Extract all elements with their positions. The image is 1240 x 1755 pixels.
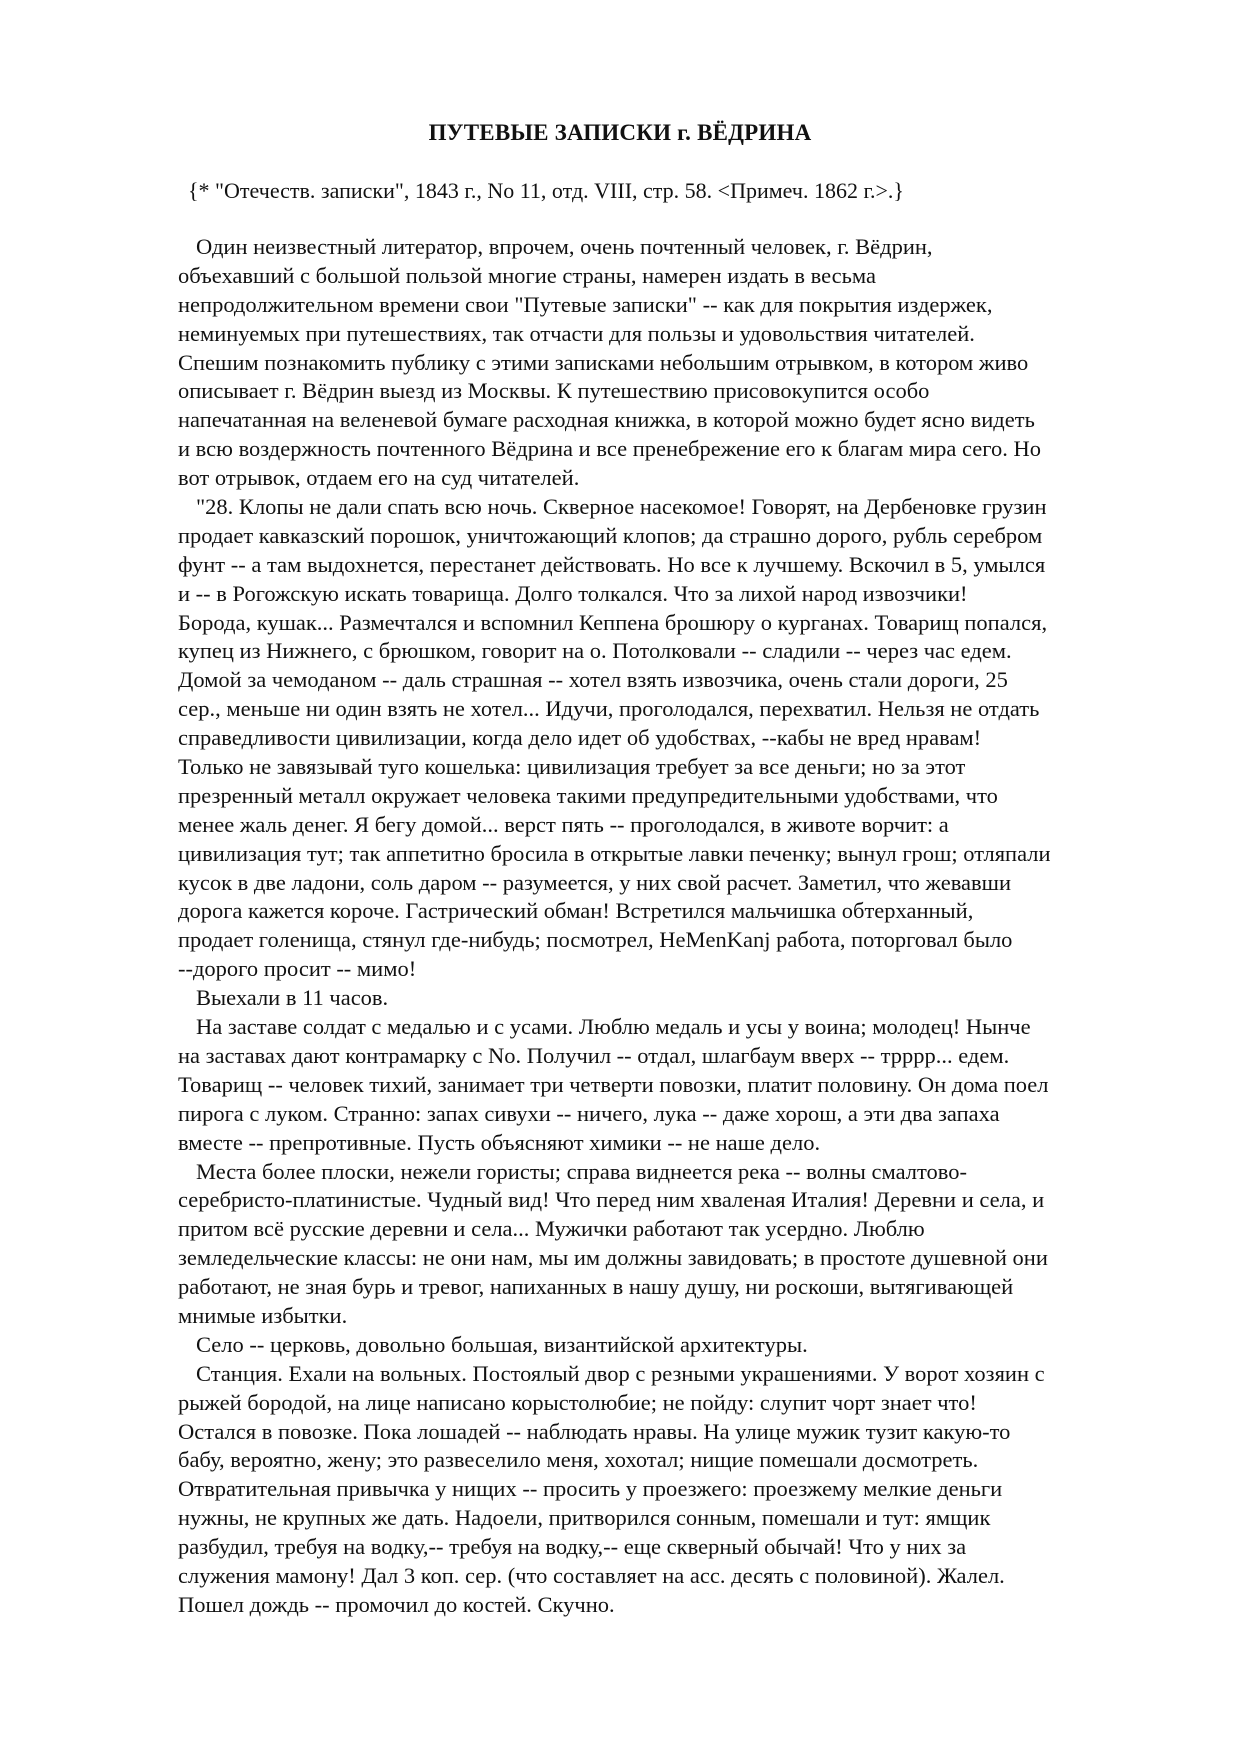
text-line: пирога с луком. Странно: запах сивухи -- ничего, лука -- даже хорош, а эти два запаха (178, 1100, 1000, 1126)
text-line: Домой за чемоданом -- даль страшная -- хотел взять извозчика, очень стали дороги, 25 (178, 667, 1008, 693)
text-line: продает голенища, стянул где-нибудь; посмотрел, HeMenKanj работа, поторговал было (178, 927, 1013, 953)
text-line: справедливости цивилизации, когда дело идет об удобствах, --кабы не вред нравам! (178, 725, 982, 751)
text-line: кусок в две ладони, соль даром -- разумеется, у них свой расчет. Заметил, что жевавши (178, 869, 1012, 895)
text-line: земледельческие классы: не они нам, мы им должны завидовать; в простоте душевной они (178, 1245, 1048, 1271)
text-line: цивилизация тут; так аппетитно бросила в открытые лавки печенку; вынул грош; отляпали (178, 840, 1051, 866)
document-body (178, 233, 1178, 1620)
text-line: непродолжительном времени свои "Путевые записки" -- как для покрытия издержек, (178, 291, 993, 317)
text-line: Станция. Ехали на вольных. Постоялый двор с резными украшениями. У ворот хозяин с (196, 1360, 1045, 1386)
text-line: Остался в повозке. Пока лошадей -- наблюдать нравы. На улице мужик тузит какую-то (178, 1418, 1011, 1444)
text-line: напечатанная на веленевой бумаге расходная книжка, в которой можно будет ясно видеть (178, 407, 1035, 433)
text-line: сер., меньше ни один взять не хотел... Идучи, проголодался, перехватил. Нельзя не отдать (178, 696, 1040, 722)
text-line: Село -- церковь, довольно большая, византийской архитектуры. (196, 1331, 808, 1357)
text-line: купец из Нижнего, с брюшком, говорит на о. Потолковали -- сладили -- через час едем. (178, 638, 1012, 664)
text-line: объехавший с большой пользой многие страны, намерен издать в весьма (178, 262, 876, 288)
text-line: продает кавказский порошок, уничтожающий клопов; да страшно дорого, рубль серебром (178, 522, 1043, 548)
text-line: "28. Клопы не дали спать всю ночь. Скверное насекомое! Говорят, на Дербеновке грузин (196, 494, 1047, 520)
text-line: Отвратительная привычка у нищих -- просить у проезжего: проезжему мелкие деньги (178, 1476, 1003, 1502)
text-line: --дорого просит -- мимо! (178, 956, 417, 982)
text-line: и -- в Рогожскую искать товарища. Долго толкался. Что за лихой народ извозчики! (178, 580, 968, 606)
text-line: работают, не зная бурь и тревог, напиханных в нашу душу, ни роскоши, вытягивающей (178, 1274, 1014, 1300)
text-line: разбудил, требуя на водку,-- требуя на водку,-- еще скверный обычай! Что у них за (178, 1534, 967, 1560)
text-line: бабу, вероятно, жену; это развеселило меня, хохотал; нищие помешали досмотреть. (178, 1447, 979, 1473)
text-line: вот отрывок, отдаем его на суд читателей. (178, 465, 580, 491)
text-line: мнимые избытки. (178, 1302, 348, 1328)
text-line: описывает г. Вёдрин выезд из Москвы. К путешествию присовокупится особо (178, 378, 930, 404)
text-line: на заставах дают контрамарку с No. Получил -- отдал, шлагбаум вверх -- трррр... едем. (178, 1042, 1010, 1068)
text-line: Товарищ -- человек тихий, занимает три четверти повозки, платит половину. Он дома поел (178, 1071, 1049, 1097)
text-line: фунт -- а там выдохнется, перестанет действовать. Но все к лучшему. Вскочил в 5, умылся (178, 551, 1046, 577)
text-line: Пошел дождь -- промочил до костей. Скучно. (178, 1591, 615, 1617)
text-line: вместе -- препротивные. Пусть объясняют химики -- не наше дело. (178, 1129, 821, 1155)
text-line: служения мамону! Дал 3 коп. сер. (что составляет на асс. десять с половиной). Жалел. (178, 1562, 1005, 1588)
text-line: притом всё русские деревни и села... Мужички работают так усердно. Люблю (178, 1216, 925, 1242)
publication-note: {* "Отечеств. записки", 1843 г., No 11, отд. VIII, стр. 58. <Примеч. 1862 г.>.} (188, 178, 904, 203)
text-line: Борода, кушак... Размечтался и вспомнил Кеппена брошюру о курганах. Товарищ попался, (178, 609, 1048, 635)
text-line: нужны, не крупных же дать. Надоели, притворился сонным, помешали и тут: ямщик (178, 1505, 991, 1531)
text-line: и всю воздержность почтенного Вёдрина и все пренебрежение его к благам мира сего. Но (178, 436, 1041, 462)
text-line: рыжей бородой, на лице написано корыстолюбие; не пойду: слупит чорт знает что! (178, 1389, 977, 1415)
text-line: Выехали в 11 часов. (196, 985, 389, 1011)
text-line: неминуемых при путешествиях, так отчасти для пользы и удовольствия читателей. (178, 320, 975, 346)
text-line: серебристо-платинистые. Чудный вид! Что перед ним хваленая Италия! Деревни и села, и (178, 1187, 1045, 1213)
text-line: презренный металл окружает человека такими предупредительными удобствами, что (178, 782, 998, 808)
text-line: дорога кажется короче. Гастрический обман! Встретился мальчишка обтерханный, (178, 898, 974, 924)
document-title: ПУТЕВЫЕ ЗАПИСКИ г. ВЁДРИНА (428, 120, 812, 145)
text-line: Один неизвестный литератор, впрочем, очень почтенный человек, г. Вёдрин, (196, 234, 933, 259)
text-line: менее жаль денег. Я бегу домой... верст пять -- проголодался, в животе ворчит: а (178, 811, 949, 837)
text-line: Только не завязывай туго кошелька: цивилизация требует за все деньги; но за этот (178, 754, 966, 780)
text-line: Места более плоски, нежели гористы; справа виднеется река -- волны смалтово- (196, 1158, 968, 1184)
text-line: Спешим познакомить публику с этими записками небольшим отрывком, в котором живо (178, 349, 1029, 375)
text-line: На заставе солдат с медалью и с усами. Люблю медаль и усы у воина; молодец! Нынче (196, 1014, 1031, 1040)
